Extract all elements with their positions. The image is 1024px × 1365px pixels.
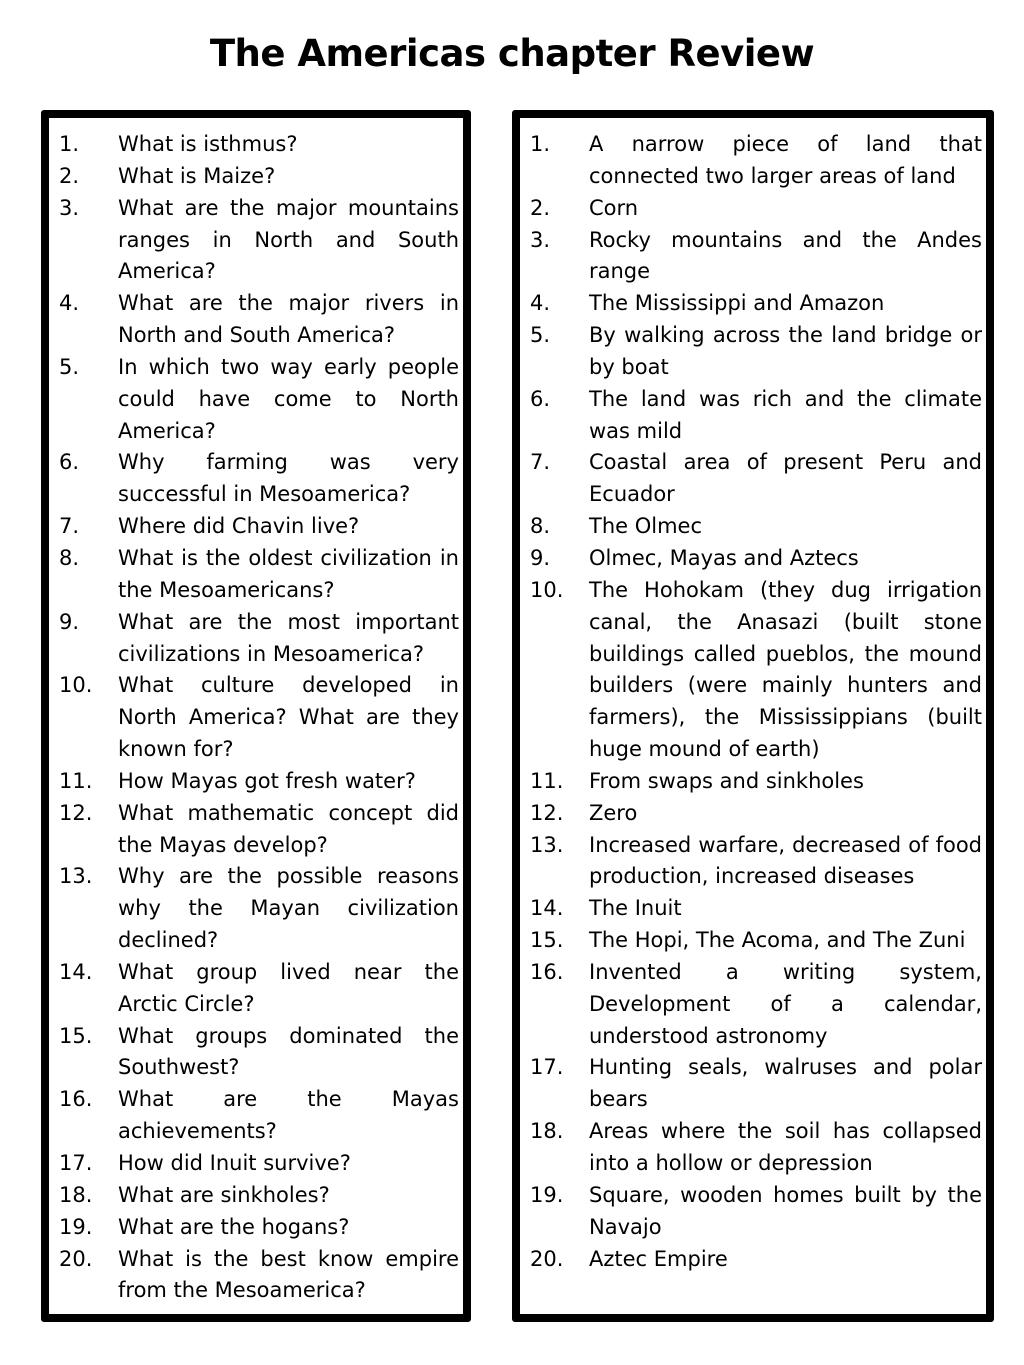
- answer-text: The Hohokam (they dug irrigation canal, the Anasazi (built stone buildings called pueblos, the mound builders (were mainly hunters and farmers), the Mississippians (built huge mound of earth): [589, 577, 982, 762]
- answer-number: 10.: [530, 577, 564, 602]
- question-text: What group lived near the Arctic Circle?: [118, 959, 459, 1016]
- question-number: 9.: [59, 609, 80, 634]
- question-text: What are the most important civilizations in Mesoamerica?: [118, 609, 459, 666]
- question-text: In which two way early people could have come to North America?: [118, 354, 459, 443]
- question-item: [59, 1021, 459, 1085]
- question-number: 4.: [59, 291, 80, 316]
- answer-number: 18.: [530, 1119, 564, 1144]
- question-number: 18.: [59, 1182, 93, 1207]
- answer-item: [530, 1244, 982, 1276]
- question-text: What is the oldest civilization in the Mesoamericans?: [118, 545, 459, 602]
- question-text: What is Maize?: [118, 163, 276, 188]
- answer-number: 7.: [530, 450, 551, 475]
- answer-item: [530, 225, 982, 289]
- questions-panel: [41, 110, 471, 1322]
- answer-item: [530, 575, 982, 766]
- question-number: 5.: [59, 354, 80, 379]
- answer-number: 4.: [530, 291, 551, 316]
- question-text: How Mayas got fresh water?: [118, 768, 416, 793]
- answer-text: From swaps and sinkholes: [589, 768, 864, 793]
- question-number: 20.: [59, 1246, 93, 1271]
- question-text: What mathematic concept did the Mayas develop?: [118, 800, 459, 857]
- question-number: 2.: [59, 163, 80, 188]
- answer-number: 17.: [530, 1055, 564, 1080]
- answer-number: 3.: [530, 227, 551, 252]
- question-text: Where did Chavin live?: [118, 514, 360, 539]
- question-item: [59, 511, 459, 543]
- questions-list: [59, 129, 459, 1307]
- answer-text: Square, wooden homes built by the Navajo: [589, 1182, 982, 1239]
- question-number: 11.: [59, 768, 93, 793]
- question-number: 10.: [59, 673, 93, 698]
- answer-item: [530, 447, 982, 511]
- answer-item: [530, 1180, 982, 1244]
- answer-text: Areas where the soil has collapsed into a hollow or depression: [589, 1119, 982, 1175]
- question-number: 14.: [59, 959, 93, 984]
- question-item: [59, 1212, 459, 1244]
- answer-item: [530, 957, 982, 1053]
- question-text: What are sinkholes?: [118, 1182, 330, 1207]
- question-number: 15.: [59, 1023, 93, 1048]
- answer-text: A narrow piece of land that connected two larger areas of land: [589, 132, 982, 188]
- question-item: [59, 129, 459, 161]
- question-item: [59, 161, 459, 193]
- answer-item: [530, 1052, 982, 1116]
- answer-item: [530, 288, 982, 320]
- question-text: What are the major mountains ranges in North and South America?: [118, 195, 459, 284]
- answers-list: [530, 129, 982, 1275]
- answer-text: Coastal area of present Peru and Ecuador: [589, 450, 982, 507]
- page-title: The Americas chapter Review: [209, 32, 815, 75]
- question-text: How did Inuit survive?: [118, 1151, 351, 1175]
- answer-text: The Hopi, The Acoma, and The Zuni: [589, 928, 966, 953]
- answer-number: 11.: [530, 768, 564, 793]
- answer-item: [530, 893, 982, 925]
- answer-text: Zero: [589, 800, 638, 825]
- question-item: [59, 543, 459, 607]
- question-number: 16.: [59, 1087, 93, 1112]
- question-item: [59, 288, 459, 352]
- answer-text: The Inuit: [589, 896, 682, 921]
- question-text: What are the major rivers in North and South America?: [118, 291, 459, 348]
- answer-number: 16.: [530, 959, 564, 984]
- answer-number: 20.: [530, 1246, 564, 1271]
- question-number: 1.: [59, 132, 80, 156]
- answer-item: [530, 798, 982, 830]
- question-item: [59, 766, 459, 798]
- question-item: [59, 1180, 459, 1212]
- question-item: [59, 193, 459, 289]
- answer-number: 9.: [530, 545, 551, 570]
- question-text: What are the Mayas achievements?: [118, 1087, 459, 1144]
- answer-text: The Mississippi and Amazon: [589, 291, 885, 316]
- question-item: [59, 1244, 459, 1308]
- answer-item: [530, 511, 982, 543]
- question-item: [59, 957, 459, 1021]
- question-number: 19.: [59, 1214, 93, 1239]
- question-number: 12.: [59, 800, 93, 825]
- answer-item: [530, 1116, 982, 1180]
- question-text: What are the hogans?: [118, 1214, 350, 1239]
- answer-number: 2.: [530, 195, 551, 220]
- answer-text: By walking across the land bridge or by boat: [589, 323, 982, 379]
- answer-number: 13.: [530, 832, 564, 857]
- question-number: 7.: [59, 514, 80, 539]
- answer-text: Aztec Empire: [589, 1246, 728, 1271]
- answer-text: Rocky mountains and the Andes range: [589, 227, 982, 284]
- answer-text: The land was rich and the climate was mild: [589, 386, 982, 443]
- answers-panel: [512, 110, 994, 1322]
- answer-number: 19.: [530, 1182, 564, 1207]
- answer-number: 8.: [530, 514, 551, 539]
- answer-text: Hunting seals, walruses and polar bears: [589, 1055, 982, 1112]
- answer-item: [530, 384, 982, 448]
- answer-item: [530, 925, 982, 957]
- question-item: [59, 1084, 459, 1148]
- question-item: [59, 447, 459, 511]
- answer-number: 1.: [530, 132, 551, 156]
- answer-text: Increased warfare, decreased of food production, increased diseases: [589, 832, 982, 889]
- answer-text: Olmec, Mayas and Aztecs: [589, 545, 859, 570]
- question-number: 6.: [59, 450, 80, 475]
- question-number: 17.: [59, 1151, 93, 1175]
- answer-number: 12.: [530, 800, 564, 825]
- question-text: What is isthmus?: [118, 132, 298, 156]
- answer-text: Corn: [589, 195, 639, 220]
- answer-item: [530, 830, 982, 894]
- answer-number: 14.: [530, 896, 564, 921]
- answer-number: 15.: [530, 928, 564, 953]
- answer-text: Invented a writing system, Development of a calendar, understood astronomy: [589, 959, 982, 1048]
- answer-item: [530, 766, 982, 798]
- question-text: What culture developed in North America? What are they known for?: [118, 673, 459, 762]
- question-item: [59, 861, 459, 957]
- answer-item: [530, 543, 982, 575]
- answer-text: The Olmec: [589, 514, 703, 539]
- question-text: Why farming was very successful in Mesoamerica?: [118, 450, 459, 507]
- question-item: [59, 607, 459, 671]
- answer-item: [530, 320, 982, 384]
- question-text: What groups dominated the Southwest?: [118, 1023, 459, 1080]
- answer-item: [530, 193, 982, 225]
- answer-item: [530, 129, 982, 193]
- question-text: What is the best know empire from the Mesoamerica?: [118, 1246, 459, 1303]
- answer-number: 5.: [530, 323, 551, 348]
- question-item: [59, 1148, 459, 1180]
- question-item: [59, 798, 459, 862]
- question-number: 3.: [59, 195, 80, 220]
- question-number: 13.: [59, 864, 93, 889]
- question-number: 8.: [59, 545, 80, 570]
- question-text: Why are the possible reasons why the Mayan civilization declined?: [118, 864, 459, 953]
- answer-number: 6.: [530, 386, 551, 411]
- question-item: [59, 352, 459, 448]
- question-item: [59, 670, 459, 766]
